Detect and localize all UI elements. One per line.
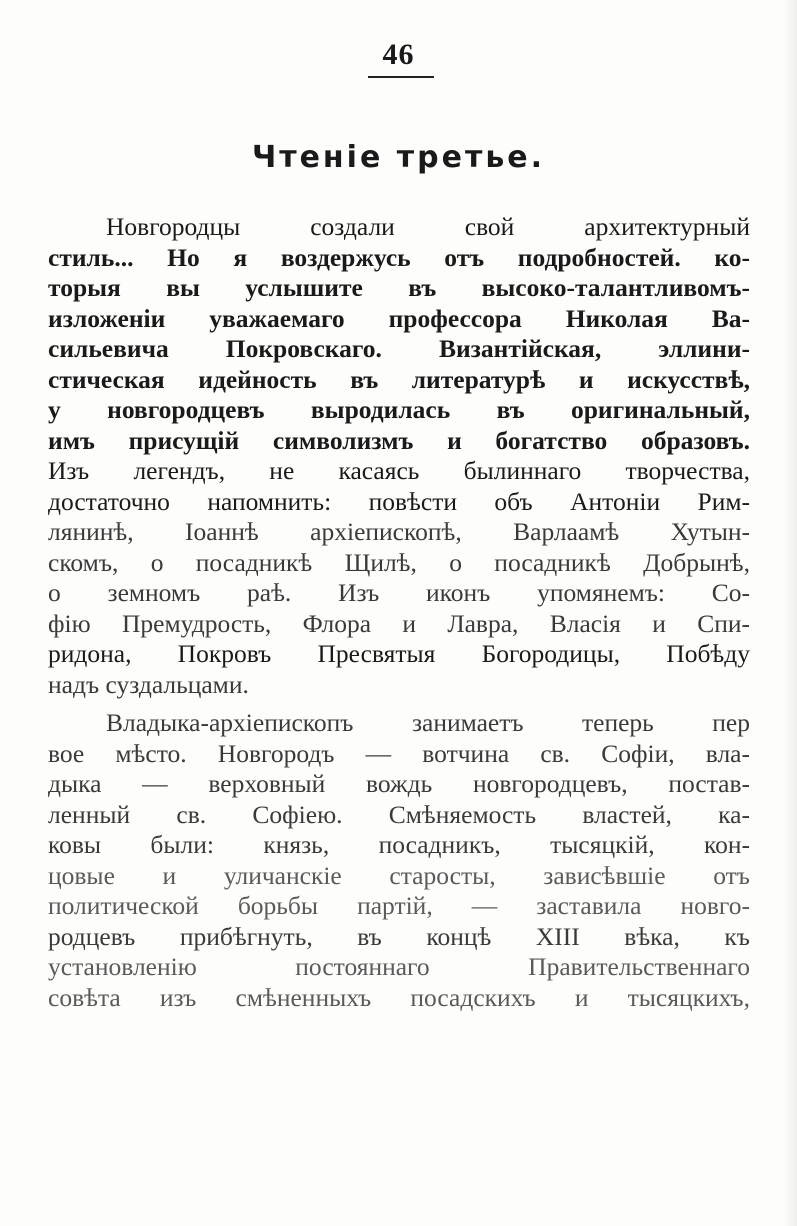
text-line: скомъ, о посадникѣ Щилѣ, о посадникѣ Добрынѣ,: [48, 547, 750, 577]
text-line: политической борьбы партій, — заставила новго-: [48, 891, 750, 920]
chapter-title: Чтеніе третье.: [251, 140, 546, 175]
page-edge-shadow: [783, 0, 797, 1226]
text-line: фію Премудрость, Флора и Лавра, Власія и Спи-: [48, 608, 750, 638]
text-line: лянинѣ, Іоаннѣ архіепископѣ, Варлаамѣ Хутын-: [48, 517, 750, 546]
page-number-underline: [368, 76, 434, 78]
text-line: ридона, Покровъ Пресвятыя Богородицы, Побѣду: [48, 639, 750, 668]
text-line: торыя вы услышите въ высоко-талантливомъ-: [48, 273, 750, 302]
text-line: ковы были: князь, посадникъ, тысяцкій, кон-: [48, 830, 750, 859]
text-line: ленный св. Софіею. Смѣняемость властей, ка-: [48, 799, 750, 829]
text-line: совѣта изъ смѣненныхъ посадскихъ и тысяцкихъ,: [48, 982, 750, 1012]
page-number: 46: [382, 38, 415, 71]
text-line: стиль... Но я воздержусь отъ подробностей. ко-: [48, 242, 750, 272]
text-line: Новгородцы создали свой архитектурный: [106, 212, 750, 241]
text-line: о земномъ раѣ. Изъ иконъ упомянемъ: Со-: [48, 578, 750, 607]
text-line: Владыка-архіепископъ занимаетъ теперь пер: [106, 708, 750, 737]
text-line: изложеніи уважаемаго профессора Николая Ва-: [48, 303, 750, 333]
text-line: у новгородцевъ выродилась въ оригинальный,: [48, 395, 750, 424]
body-text: [48, 212, 750, 1013]
text-line: имъ присущій символизмъ и богатство образовъ.: [48, 425, 750, 455]
text-line: установленію постояннаго Правительственнаго: [48, 952, 750, 981]
text-line: надъ суздальцами.: [48, 669, 249, 699]
text-line: дыка — верховный вождь новгородцевъ, постав-: [48, 769, 750, 798]
text-line: Изъ легендъ, не касаясь былиннаго творчества,: [48, 456, 750, 485]
text-line: сильевича Покровскаго. Византійская, эллини-: [48, 334, 750, 363]
paragraph-gap: [48, 700, 750, 708]
text-line: вое мѣсто. Новгородъ — вотчина св. Софіи, вла-: [48, 738, 750, 768]
text-line: стическая идейность въ литературѣ и искусствѣ,: [48, 364, 750, 394]
text-line: достаточно напомнить: повѣсти объ Антоніи Рим-: [48, 486, 750, 516]
text-line: родцевъ прибѣгнуть, въ концѣ XIII вѣка, къ: [48, 921, 750, 951]
text-line: цовые и уличанскіе старосты, зависѣвшіе отъ: [48, 860, 750, 890]
